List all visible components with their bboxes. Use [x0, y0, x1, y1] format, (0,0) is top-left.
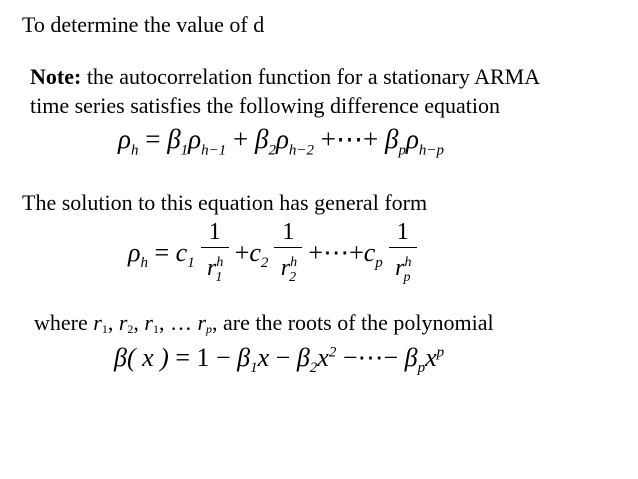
subscript: p [417, 360, 426, 377]
solution-text: The solution to this equation has general form [22, 190, 428, 215]
subscript: h [130, 142, 139, 159]
plus-sign: + [234, 237, 250, 267]
subscript: 2 [309, 360, 318, 377]
variable-x: x [317, 343, 329, 372]
fraction [201, 219, 229, 291]
equals-one-minus: = 1 − [168, 343, 238, 372]
rho-symbol: ρ [128, 237, 141, 267]
rho-symbol: ρ [275, 124, 289, 154]
general-solution-equation [128, 219, 423, 291]
variable-x: x [425, 343, 437, 372]
rho-symbol: ρ [118, 124, 131, 154]
note-text-1: the autocorrelation function for a stationary ARMA [81, 64, 541, 89]
root-symbol: r [93, 310, 102, 335]
subscript: 2 [268, 142, 276, 159]
slide-heading [22, 12, 264, 38]
beta-symbol: β [404, 343, 418, 372]
ellipsis-difference: −⋯− [336, 343, 405, 372]
root-symbol: r [197, 310, 206, 335]
denominator [201, 250, 229, 291]
rho-symbol: ρ [188, 124, 202, 154]
coefficient: c [249, 237, 261, 267]
beta-symbol: β [385, 124, 399, 154]
superscript: h [216, 255, 224, 270]
roots-suffix: , are the roots of the polynomial [212, 310, 494, 335]
subscript: h−1 [201, 142, 227, 159]
superscript: p [436, 344, 445, 361]
superscript: 2 [328, 344, 337, 361]
subscript: h−p [418, 142, 445, 159]
subscript: p [398, 142, 406, 159]
root-symbol: r [395, 255, 405, 281]
subscript: 2 [289, 269, 297, 285]
subscript: 1 [187, 255, 195, 272]
root-symbol: r [207, 255, 217, 281]
ellipsis-sum: +⋯+ [314, 124, 385, 154]
subscript: 1 [101, 322, 108, 336]
subscript: p [206, 322, 212, 336]
superscript: h [290, 255, 298, 270]
numerator: 1 [396, 219, 409, 245]
note-line-2: time series satisfies the following difference equation [30, 93, 501, 118]
equals-sign: = [138, 124, 168, 154]
fraction-bar [389, 247, 417, 248]
subscript: 1 [152, 322, 159, 336]
fraction [274, 219, 302, 291]
coefficient: c [363, 237, 376, 267]
denominator [389, 250, 417, 291]
beta-symbol: β [296, 343, 310, 372]
ellipsis-sum: +⋯+ [308, 237, 364, 267]
subscript: p [375, 255, 383, 272]
variable-x: x [257, 343, 270, 372]
rho-symbol: ρ [405, 124, 419, 154]
denominator [274, 250, 302, 291]
note-line-1 [30, 62, 540, 91]
equals-sign: = [147, 237, 176, 267]
fraction-bar [201, 247, 229, 248]
subscript: h [140, 255, 148, 272]
root-symbol: r [144, 310, 153, 335]
subscript: 1 [215, 269, 223, 285]
plus-sign: + [226, 124, 255, 154]
subscript: h−2 [288, 142, 315, 159]
beta-symbol: β [237, 343, 251, 372]
argument: ( x ) [126, 343, 169, 372]
beta-symbol: β [114, 343, 127, 372]
coefficient: c [175, 237, 188, 267]
subscript: 1 [250, 360, 258, 377]
subscript: 2 [260, 255, 269, 272]
polynomial-equation [114, 343, 444, 377]
subscript: 1 [180, 142, 189, 159]
beta-symbol: β [167, 124, 181, 154]
note-paragraph [30, 62, 540, 120]
ellipsis: , … [158, 310, 198, 335]
heading-text: To determine the value of d [22, 12, 265, 37]
subscript: 2 [127, 322, 134, 336]
note-label: Note: [30, 64, 82, 89]
root-symbol: r [280, 255, 291, 281]
fraction-bar [274, 247, 302, 248]
subscript: p [403, 269, 411, 285]
fraction [389, 219, 417, 291]
numerator: 1 [208, 219, 221, 245]
roots-prefix: where [34, 310, 94, 335]
minus-sign: − [269, 343, 297, 372]
difference-equation [118, 124, 444, 159]
numerator: 1 [282, 219, 295, 245]
root-symbol: r [118, 310, 128, 335]
superscript: h [404, 255, 412, 270]
beta-symbol: β [254, 124, 269, 154]
roots-text: where r1, r2, r1, … rp, are the roots of the polynomial [34, 310, 494, 336]
